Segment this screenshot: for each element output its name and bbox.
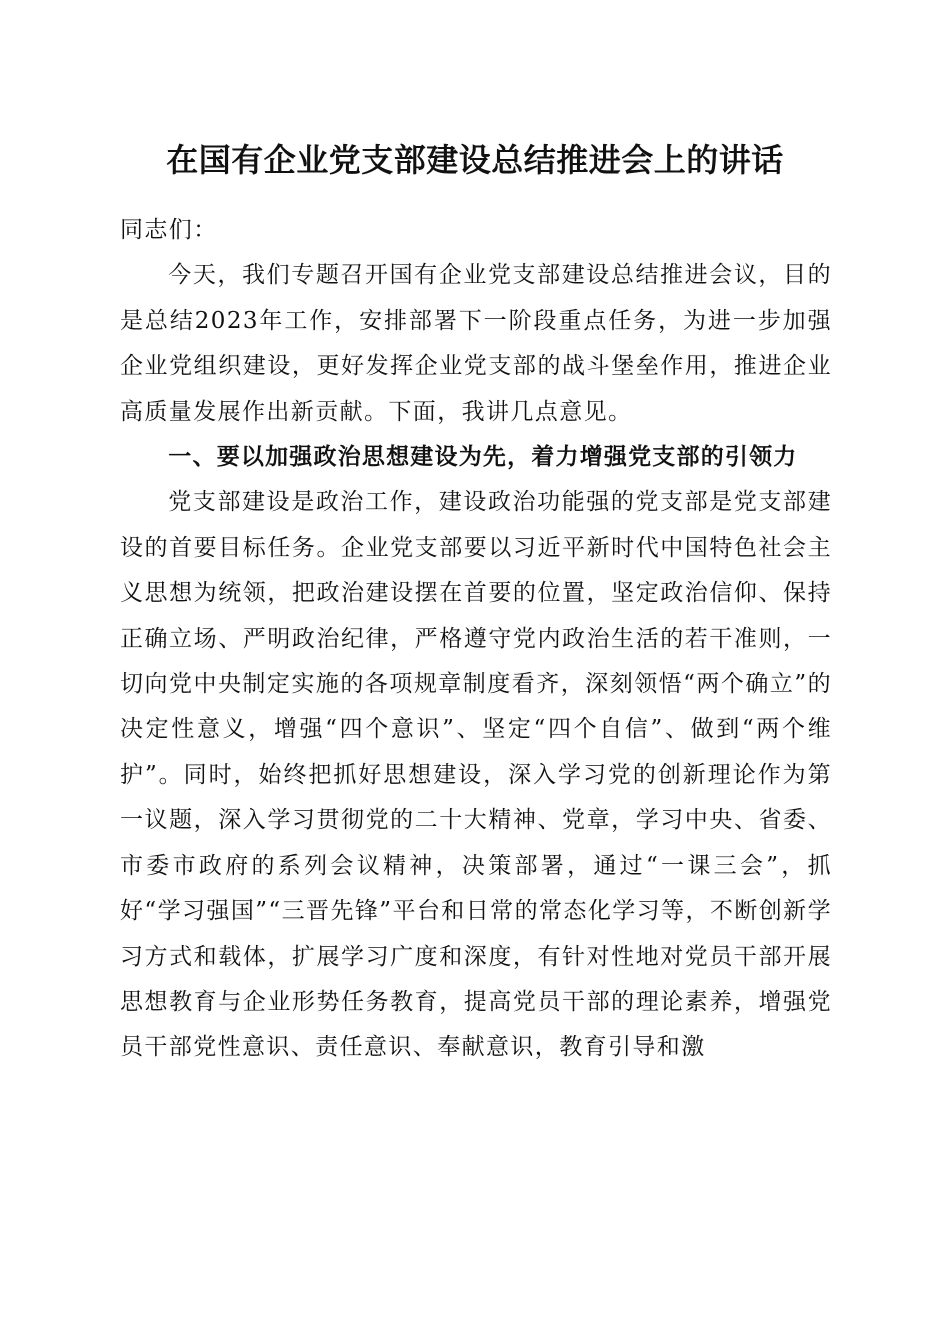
intro-paragraph: 今天，我们专题召开国有企业党支部建设总结推进会议，目的是总结2023年工作，安排部署下一阶段重点任务，为进一步加强企业党组织建设，更好发挥企业党支部的战斗堡垒作用，推进企业高质量发展作出新贡献。下面，我讲几点意见。 bbox=[120, 262, 832, 425]
section-paragraph: 党支部建设是政治工作，建设政治功能强的党支部是党支部建设的首要目标任务。企业党支部要以习近平新时代中国特色社会主义思想为统领，把政治建设摆在首要的位置，坚定政治信仰、保持正确立场、严明政治纪律，严格遵守党内政治生活的若干准则，一切向党中央制定实施的各项规章制度看齐，深刻领悟“两个确立”的决定性意义，增强“四个意识”、坚定“四个自信”、做到“两个维护”。同时，始终把抓好思想建设，深入学习党的创新理论作为第一议题，深入学习贯彻党的二十大精神、党章，学习中央、省委、市委市政府的系列会议精神，决策部署，通过“一课三会”，抓好“学习强国”“三晋先锋”平台和日常的常态化学习等，不断创新学习方式和载体，扩展学习广度和深度，有针对性地对党员干部开展思想教育与企业形势任务教育，提高党员干部的理论素养，增强党员干部党性意识、责任意识、奉献意识，教育引导和激 bbox=[120, 489, 832, 1061]
salutation: 同志们： bbox=[120, 217, 218, 243]
document-body bbox=[120, 208, 832, 1071]
document-title: 在国有企业党支部建设总结推进会上的讲话 bbox=[166, 141, 784, 179]
section-heading: 一、要以加强政治思想建设为先，着力增强党支部的引领力 bbox=[168, 444, 798, 471]
